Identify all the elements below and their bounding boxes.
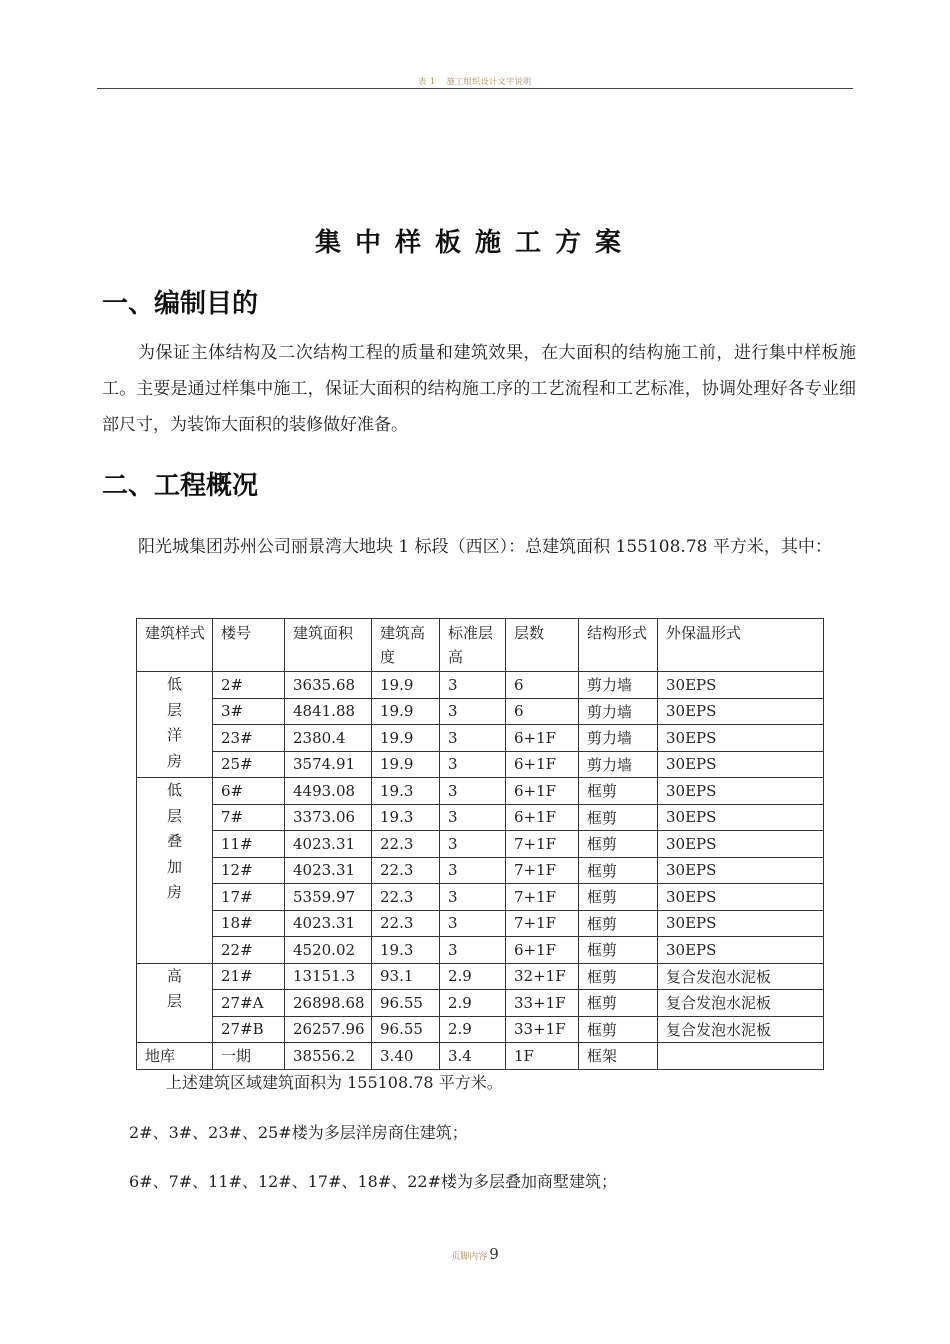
table-header-cell: 建筑样式: [137, 619, 213, 672]
table-cell: 19.3: [372, 937, 440, 964]
table-row: [137, 990, 824, 1017]
table-cell: 96.55: [372, 1016, 440, 1043]
table-cell: 19.9: [372, 751, 440, 778]
table-cell: 30EPS: [658, 937, 824, 964]
table-cell: 地库: [137, 1043, 213, 1070]
table-cell: 3574.91: [285, 751, 372, 778]
table-cell: 4841.88: [285, 698, 372, 725]
table-cell: 7#: [213, 804, 285, 831]
table-cell: 框剪: [579, 990, 658, 1017]
table-cell: 3373.06: [285, 804, 372, 831]
table-cell: 12#: [213, 857, 285, 884]
section2-heading: 二、工程概况: [102, 471, 259, 501]
table-cell: 6: [506, 698, 579, 725]
page-footer: [0, 1245, 950, 1263]
group-label-cell: 低 层 叠 加 房: [137, 778, 213, 964]
table-row: [137, 937, 824, 964]
table-cell: 30EPS: [658, 672, 824, 699]
table-cell: [658, 1043, 824, 1070]
table-cell: 框剪: [579, 937, 658, 964]
section2-intro: 阳光城集团苏州公司丽景湾大地块 1 标段（西区）：总建筑面积 155108.78 平方米，其中：: [138, 537, 832, 557]
table-cell: 2.9: [440, 990, 506, 1017]
table-cell: 3: [440, 831, 506, 858]
table-cell: 3: [440, 884, 506, 911]
table-row: [137, 725, 824, 752]
table-cell: 3.40: [372, 1043, 440, 1070]
table-cell: 26898.68: [285, 990, 372, 1017]
table-cell: 4023.31: [285, 857, 372, 884]
table-row: [137, 1016, 824, 1043]
table-cell: 框剪: [579, 857, 658, 884]
table-cell: 96.55: [372, 990, 440, 1017]
table-cell: 23#: [213, 725, 285, 752]
table-row: [137, 778, 824, 805]
table-cell: 26257.96: [285, 1016, 372, 1043]
table-cell: 22.3: [372, 910, 440, 937]
table-cell: 3: [440, 672, 506, 699]
group-label-cell: 高 层: [137, 963, 213, 1043]
table-header-cell: 楼号: [213, 619, 285, 672]
table-cell: 框剪: [579, 831, 658, 858]
table-header-cell: 建筑高度: [372, 619, 440, 672]
table-cell: 22.3: [372, 831, 440, 858]
table-cell: 7+1F: [506, 857, 579, 884]
table-cell: 剪力墙: [579, 725, 658, 752]
table-cell: 25#: [213, 751, 285, 778]
table-cell: 2.9: [440, 1016, 506, 1043]
table-cell: 19.9: [372, 725, 440, 752]
table-header-cell: 标准层高: [440, 619, 506, 672]
table-cell: 30EPS: [658, 804, 824, 831]
table-header-cell: 外保温形式: [658, 619, 824, 672]
table-cell: 框剪: [579, 884, 658, 911]
table-row: [137, 672, 824, 699]
table-cell: 30EPS: [658, 725, 824, 752]
table-cell: 剪力墙: [579, 672, 658, 699]
table-cell: 18#: [213, 910, 285, 937]
table-cell: 3.4: [440, 1043, 506, 1070]
table-cell: 4023.31: [285, 910, 372, 937]
table-cell: 框剪: [579, 1016, 658, 1043]
table-row: [137, 804, 824, 831]
table-cell: 剪力墙: [579, 698, 658, 725]
table-cell: 4520.02: [285, 937, 372, 964]
table-cell: 19.9: [372, 698, 440, 725]
table-cell: 4023.31: [285, 831, 372, 858]
table-cell: 3635.68: [285, 672, 372, 699]
table-cell: 6+1F: [506, 778, 579, 805]
section1-paragraph: 为保证主体结构及二次结构工程的质量和建筑效果，在大面积的结构施工前，进行集中样板施工。主要是通过样集中施工，保证大面积的结构施工序的工艺流程和工艺标准，协调处理好各专业细部尺寸，为装饰大面积的装修做好准备。: [102, 343, 856, 435]
table-cell: 7+1F: [506, 884, 579, 911]
table-cell: 19.9: [372, 672, 440, 699]
table-row: [137, 910, 824, 937]
table-cell: 30EPS: [658, 831, 824, 858]
table-cell: 30EPS: [658, 698, 824, 725]
table-cell: 22.3: [372, 884, 440, 911]
table-cell: 6+1F: [506, 937, 579, 964]
table-cell: 30EPS: [658, 910, 824, 937]
table-cell: 22.3: [372, 857, 440, 884]
table-cell: 3: [440, 725, 506, 752]
table-cell: 30EPS: [658, 778, 824, 805]
table-row: [137, 831, 824, 858]
table-cell: 2380.4: [285, 725, 372, 752]
table-cell: 复合发泡水泥板: [658, 963, 824, 990]
table-row: [137, 857, 824, 884]
table-cell: 6+1F: [506, 751, 579, 778]
table-cell: 30EPS: [658, 884, 824, 911]
building-table: [136, 618, 824, 1070]
table-cell: 93.1: [372, 963, 440, 990]
table-cell: 5359.97: [285, 884, 372, 911]
table-cell: 6+1F: [506, 725, 579, 752]
table-cell: 33+1F: [506, 1016, 579, 1043]
header-right: 施工组织设计文字说明: [446, 77, 532, 86]
table-cell: 3: [440, 937, 506, 964]
table-header-row: [137, 619, 824, 672]
table-cell: 32+1F: [506, 963, 579, 990]
group-label-cell: 低 层 洋 房: [137, 672, 213, 778]
table-cell: 7+1F: [506, 831, 579, 858]
table-cell: 3: [440, 857, 506, 884]
table-cell: 7+1F: [506, 910, 579, 937]
table-cell: 38556.2: [285, 1043, 372, 1070]
table-cell: 2.9: [440, 963, 506, 990]
table-cell: 框剪: [579, 910, 658, 937]
table-header-cell: 层数: [506, 619, 579, 672]
table-cell: 27#B: [213, 1016, 285, 1043]
document-title: 集中样板施工方案: [314, 228, 635, 258]
table-header-cell: 结构形式: [579, 619, 658, 672]
table-cell: 19.3: [372, 804, 440, 831]
footer-label: 页脚内容: [451, 1252, 488, 1262]
table-cell: 2#: [213, 672, 285, 699]
table-cell: 13151.3: [285, 963, 372, 990]
table-row: [137, 884, 824, 911]
table-cell: 框剪: [579, 963, 658, 990]
table-cell: 3: [440, 751, 506, 778]
table-cell: 22#: [213, 937, 285, 964]
table-cell: 剪力墙: [579, 751, 658, 778]
table-cell: 复合发泡水泥板: [658, 1016, 824, 1043]
table-row: [137, 1043, 824, 1070]
summary-line: 上述建筑区域建筑面积为 155108.78 平方米。: [166, 1073, 503, 1092]
table-cell: 1F: [506, 1043, 579, 1070]
header-left: 表 1: [418, 77, 436, 86]
table-cell: 3: [440, 778, 506, 805]
page-header: [0, 76, 950, 87]
note-line-2: 6#、7#、11#、12#、17#、18#、22#楼为多层叠加商墅建筑；: [129, 1172, 618, 1191]
table-cell: 3: [440, 698, 506, 725]
table-row: [137, 698, 824, 725]
table-cell: 6#: [213, 778, 285, 805]
table-cell: 27#A: [213, 990, 285, 1017]
table-cell: 19.3: [372, 778, 440, 805]
table-row: [137, 751, 824, 778]
page-number: 9: [489, 1245, 499, 1263]
table-cell: 30EPS: [658, 857, 824, 884]
table-cell: 11#: [213, 831, 285, 858]
section1-heading: 一、编制目的: [102, 289, 259, 319]
table-header-cell: 建筑面积: [285, 619, 372, 672]
header-rule: [97, 88, 853, 89]
table-cell: 21#: [213, 963, 285, 990]
table-cell: 6+1F: [506, 804, 579, 831]
table-cell: 6: [506, 672, 579, 699]
table-cell: 复合发泡水泥板: [658, 990, 824, 1017]
note-line-1: 2#、3#、23#、25#楼为多层洋房商住建筑；: [129, 1123, 468, 1142]
table-cell: 33+1F: [506, 990, 579, 1017]
table-cell: 框架: [579, 1043, 658, 1070]
table-cell: 框剪: [579, 778, 658, 805]
table-cell: 一期: [213, 1043, 285, 1070]
table-row: [137, 963, 824, 990]
table-cell: 3#: [213, 698, 285, 725]
table-cell: 框剪: [579, 804, 658, 831]
table-cell: 30EPS: [658, 751, 824, 778]
table-cell: 17#: [213, 884, 285, 911]
table-cell: 4493.08: [285, 778, 372, 805]
table-cell: 3: [440, 910, 506, 937]
table-cell: 3: [440, 804, 506, 831]
